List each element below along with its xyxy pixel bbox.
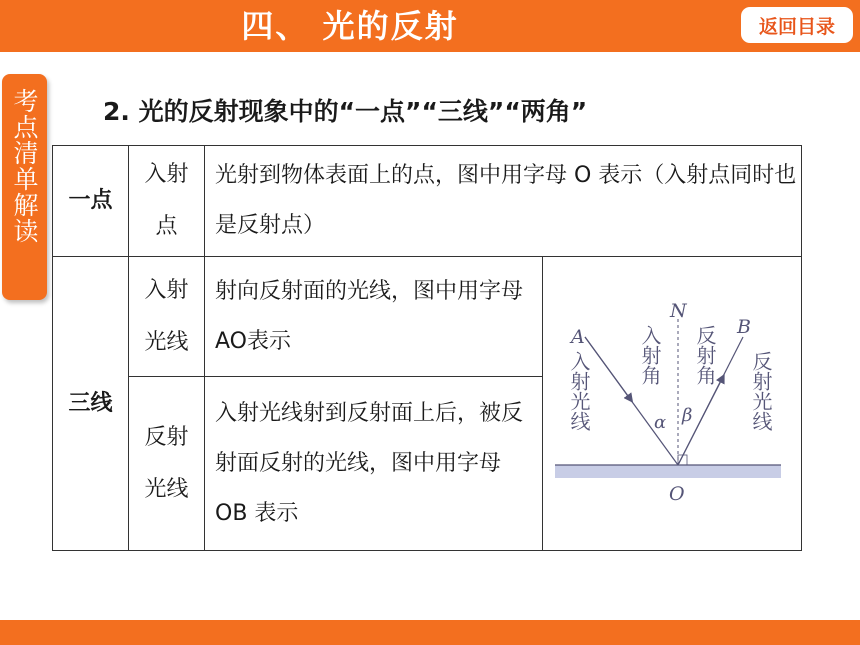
alpha-symbol: α [654, 412, 667, 433]
category-cell: 三线 [53, 257, 129, 551]
incident-angle-label: 入射角 [638, 325, 662, 385]
description-cell: 入射光线射到反射面上后，被反射面反射的光线，图中用字母 OB 表示 [205, 377, 543, 551]
side-tab-label: 考点清单解读 [10, 88, 39, 244]
table-row [53, 146, 802, 257]
term-line: 点 [155, 214, 178, 239]
term-line: 入射 [144, 277, 189, 303]
term-line: 光线 [144, 329, 189, 355]
footer-bar [0, 620, 860, 645]
side-tab[interactable] [2, 74, 47, 300]
description-cell: 光射到物体表面上的点，图中用字母 O 表示（入射点同时也是反射点） [205, 146, 802, 257]
incident-ray-label: 入射光线 [567, 351, 591, 431]
category-cell: 一点 [53, 146, 129, 257]
description-cell: 射向反射面的光线，图中用字母AO表示 [205, 257, 543, 377]
term-cell [129, 146, 205, 257]
section-heading: 2. 光的反射现象中的“一点”“三线”“两角” [103, 97, 588, 126]
back-to-contents-button[interactable]: 返回目录 [741, 7, 853, 43]
incident-ray-arrow [585, 337, 631, 400]
reflected-ray-label: 反射光线 [749, 351, 773, 431]
label-a: A [571, 326, 585, 348]
reflection-figure-cell [543, 257, 802, 551]
term-cell [129, 257, 205, 377]
term-line: 光线 [144, 476, 189, 502]
knowledge-table [52, 145, 802, 551]
reflection-diagram [543, 257, 801, 531]
term-line: 反射 [144, 424, 189, 450]
reflecting-surface [555, 465, 781, 478]
reflected-angle-label: 反射角 [693, 325, 717, 385]
label-n: N [670, 300, 687, 322]
table-row [53, 257, 802, 377]
label-b: B [737, 316, 751, 338]
term-line: 入射 [144, 162, 189, 187]
beta-symbol: β [682, 405, 693, 426]
term-cell [129, 377, 205, 551]
page-title: 四、 光的反射 [241, 7, 459, 45]
label-o: O [669, 483, 685, 505]
